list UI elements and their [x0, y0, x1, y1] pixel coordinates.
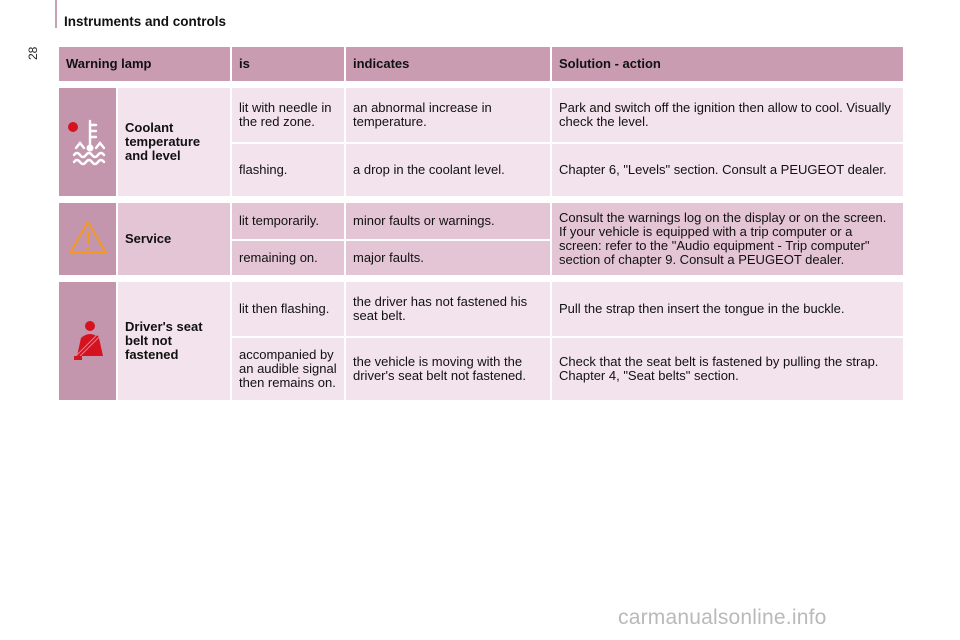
indicates-cell: minor faults or warnings. [345, 202, 551, 240]
service-warning-icon [66, 218, 110, 261]
is-cell: flashing. [231, 143, 345, 197]
lamp-icon-cell [58, 281, 117, 401]
page-number: 28 [26, 46, 40, 60]
lamp-icon-cell [58, 202, 117, 276]
solution-cell: Pull the strap then insert the tongue in the buckle. [551, 281, 904, 337]
is-cell: remaining on. [231, 240, 345, 276]
indicates-cell: the vehicle is moving with the driver's seat belt not fastened. [345, 337, 551, 401]
solution-cell: Consult the warnings log on the display or on the screen. If your vehicle is equipped with a trip computer or a screen: refer to the "Audio equipment - Trip computer" section of chapter 9. Consult a PEUGEOT dealer. [551, 202, 904, 276]
table-row [58, 281, 904, 337]
lamp-name: Driver's seat belt not fastened [117, 281, 231, 401]
lamp-name: Coolant temperature and level [117, 87, 231, 197]
table-row [58, 87, 904, 143]
solution-cell: Park and switch off the ignition then allow to cool. Visually check the level. [551, 87, 904, 143]
is-cell: lit with needle in the red zone. [231, 87, 345, 143]
section-marker [55, 0, 57, 28]
table-header-row [58, 46, 904, 82]
is-cell: accompanied by an audible signal then remains on. [231, 337, 345, 401]
table-row [58, 202, 904, 240]
column-header-indicates: indicates [345, 46, 551, 82]
indicates-cell: major faults. [345, 240, 551, 276]
lamp-icon-cell [58, 87, 117, 197]
indicates-cell: the driver has not fastened his seat belt. [345, 281, 551, 337]
column-header-is: is [231, 46, 345, 82]
is-cell: lit temporarily. [231, 202, 345, 240]
column-header-solution: Solution - action [551, 46, 904, 82]
solution-cell: Chapter 6, "Levels" section. Consult a PEUGEOT dealer. [551, 143, 904, 197]
watermark: carmanualsonline.info [618, 606, 827, 629]
section-title: Instruments and controls [64, 14, 227, 29]
is-cell: lit then flashing. [231, 281, 345, 337]
seat-belt-icon [66, 318, 110, 365]
coolant-temperature-icon [66, 113, 114, 172]
warning-lamp-table [57, 45, 905, 402]
indicates-cell: a drop in the coolant level. [345, 143, 551, 197]
indicates-cell: an abnormal increase in temperature. [345, 87, 551, 143]
solution-cell: Check that the seat belt is fastened by pulling the strap. Chapter 4, "Seat belts" section. [551, 337, 904, 401]
column-header-warning-lamp: Warning lamp [58, 46, 231, 82]
lamp-name: Service [117, 202, 231, 276]
